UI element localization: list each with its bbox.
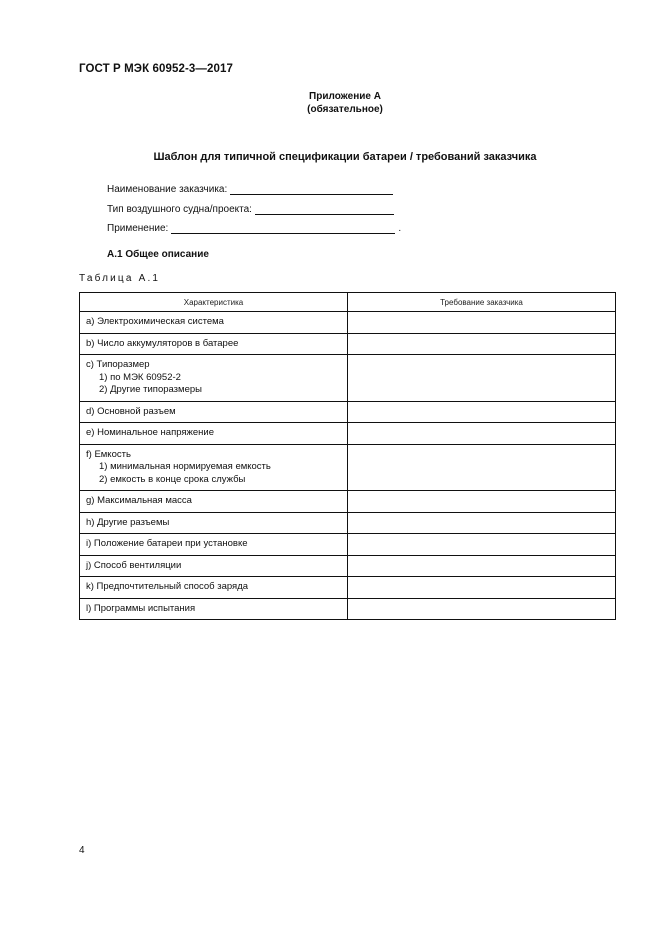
table-row	[80, 598, 616, 620]
characteristic-label: d) Основной разъем	[86, 405, 176, 417]
characteristic-cell	[80, 512, 348, 534]
characteristic-sub-item: 1) по МЭК 60952-2	[99, 371, 181, 383]
customer-name-label: Наименование заказчика:	[107, 184, 228, 195]
requirement-cell[interactable]	[348, 534, 616, 556]
characteristic-cell	[80, 312, 348, 334]
customer-name-blank[interactable]	[230, 184, 393, 195]
characteristic-cell	[80, 491, 348, 513]
characteristic-label: b) Число аккумуляторов в батарее	[86, 337, 239, 349]
application-blank[interactable]	[171, 223, 395, 234]
aircraft-type-blank[interactable]	[255, 204, 394, 215]
characteristic-label: j) Способ вентиляции	[86, 559, 182, 571]
characteristic-label: g) Максимальная масса	[86, 495, 192, 506]
table-row	[80, 534, 616, 556]
appendix-note: (обязательное)	[307, 104, 383, 115]
characteristic-label: c) Типоразмер	[86, 359, 150, 370]
section-heading: А.1 Общее описание	[107, 249, 209, 260]
table-row	[80, 355, 616, 402]
requirement-cell[interactable]	[348, 512, 616, 534]
requirement-cell[interactable]	[348, 444, 616, 491]
characteristic-cell	[80, 555, 348, 577]
table-body	[80, 312, 616, 620]
characteristic-label: f) Емкость	[86, 448, 131, 460]
table-row	[80, 512, 616, 534]
characteristic-label: i) Положение батареи при установке	[86, 538, 248, 549]
table-row	[80, 555, 616, 577]
characteristic-cell	[80, 444, 348, 491]
header-requirement: Требование заказчика	[348, 293, 616, 312]
characteristic-cell	[80, 333, 348, 355]
application-label: Применение:	[107, 223, 169, 234]
characteristic-sub-item: 2) емкость в конце срока службы	[99, 473, 246, 485]
characteristic-sub-item: 2) Другие типоразмеры	[99, 384, 202, 395]
requirement-cell[interactable]	[348, 577, 616, 599]
table-row	[80, 312, 616, 334]
table-row	[80, 423, 616, 445]
characteristic-label: e) Номинальное напряжение	[86, 427, 215, 438]
characteristic-label: l) Программы испытания	[86, 602, 196, 614]
characteristic-label: k) Предпочтительный способ заряда	[86, 581, 249, 592]
requirement-cell[interactable]	[348, 491, 616, 513]
characteristic-cell	[80, 598, 348, 620]
spec-table	[79, 292, 616, 620]
table-row	[80, 444, 616, 491]
table-row	[80, 401, 616, 423]
characteristic-cell	[80, 534, 348, 556]
header-characteristic: Характеристика	[80, 293, 348, 312]
characteristic-cell	[80, 355, 348, 402]
aircraft-type-field	[107, 204, 394, 215]
requirement-cell[interactable]	[348, 598, 616, 620]
characteristic-cell	[80, 423, 348, 445]
requirement-cell[interactable]	[348, 401, 616, 423]
requirement-cell[interactable]	[348, 355, 616, 402]
requirement-cell[interactable]	[348, 333, 616, 355]
page-number: 4	[79, 845, 85, 856]
table-row	[80, 333, 616, 355]
table-row	[80, 577, 616, 599]
characteristic-label: h) Другие разъемы	[86, 516, 170, 528]
requirement-cell[interactable]	[348, 312, 616, 334]
characteristic-sub-item: 1) минимальная нормируемая емкость	[99, 461, 271, 472]
application-end-mark: .	[398, 223, 402, 234]
table-header-row	[80, 293, 616, 312]
standard-id: ГОСТ Р МЭК 60952-3—2017	[79, 63, 233, 75]
characteristic-label: a) Электрохимическая система	[86, 316, 224, 327]
application-field	[107, 223, 401, 234]
appendix-title: Приложение А	[309, 91, 381, 102]
characteristic-cell	[80, 401, 348, 423]
table-label: Таблица А.1	[79, 273, 161, 284]
aircraft-type-label: Тип воздушного судна/проекта:	[107, 204, 252, 215]
requirement-cell[interactable]	[348, 423, 616, 445]
characteristic-cell	[80, 577, 348, 599]
table-row	[80, 491, 616, 513]
customer-name-field	[107, 184, 393, 195]
template-title: Шаблон для типичной спецификации батареи / требований заказчика	[153, 151, 537, 163]
requirement-cell[interactable]	[348, 555, 616, 577]
